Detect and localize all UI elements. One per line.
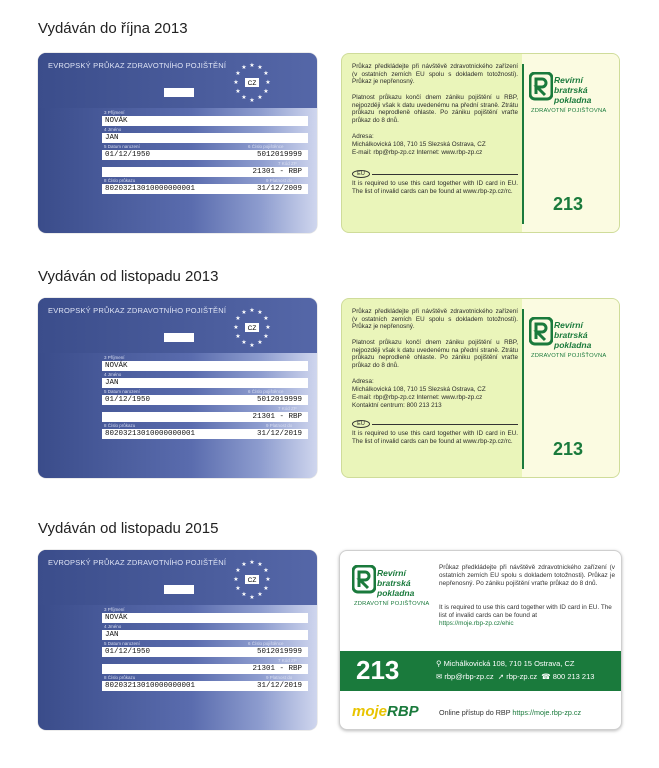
rbp-logo [529, 317, 619, 377]
svg-text:★: ★ [233, 79, 239, 86]
online-link[interactable]: https://moje.rbp-zp.cz [512, 708, 582, 717]
rbp-back-card-3 [339, 550, 622, 730]
label-code: 7 Kód ZP [278, 406, 297, 411]
divider-line [372, 424, 518, 425]
logo-subtitle: ZDRAVOTNÍ POJIŠŤOVNA [531, 108, 607, 114]
svg-text:★: ★ [235, 70, 241, 77]
logo-line-3: pokladna [377, 588, 415, 598]
label-insured-no: 6 Číslo pojištěnce [248, 641, 284, 646]
insured-no-value: 5012019999 [256, 151, 302, 159]
svg-text:★: ★ [233, 576, 239, 583]
rbp-logo-icon [529, 317, 553, 347]
back-text-1: Průkaz předkládejte při návštěvě zdravotnického zařízení (v ostatních zemích EU spolu s dokladem totožnosti). Průkaz je nepřenosný. [352, 308, 518, 331]
label-valid: 9 Platnost do [266, 178, 293, 183]
label-card-no: 8 Číslo průkazu [104, 423, 136, 428]
label-insured-no: 6 Číslo pojištěnce [248, 144, 284, 149]
label-code: 7 Kód ZP [278, 658, 297, 663]
card-no-field [102, 429, 308, 439]
eu-oval: EU [352, 170, 370, 178]
ehic-link[interactable]: https://moje.rbp-zp.cz/ehic [439, 620, 514, 627]
phone-icon: ☎ [539, 672, 551, 681]
svg-text:★: ★ [241, 561, 247, 568]
cursor-icon: ➚ [495, 672, 505, 681]
code-field [102, 167, 308, 177]
eu-oval: EU [352, 420, 370, 428]
dob-field [102, 150, 308, 160]
label-name: 4 Jméno [104, 624, 122, 629]
svg-text:★: ★ [249, 594, 255, 601]
svg-text:★: ★ [235, 333, 241, 340]
surname-field: NOVÁK [102, 116, 308, 126]
web-text[interactable]: rbp-zp.cz [506, 672, 538, 681]
back-text-2: Platnost průkazu končí dnem zániku pojištění u RBP, nejpozději však k datu uvedenému na přední straně. Ztrátu průkazu neprodleně ohlaste. Po zániku pojištění vraťte průkaz do 8 dnů. [352, 94, 518, 124]
email-text[interactable]: rbp@rbp-zp.cz [444, 672, 494, 681]
svg-text:★: ★ [257, 561, 263, 568]
email-web-text: E-mail: rbp@rbp-zp.cz Internet: www.rbp-zp.cz [352, 149, 483, 156]
back-text-1: Průkaz předkládejte při návštěvě zdravotnického zařízení (v ostatních zemích EU spolu s dokladem totožnosti). Průkaz je nepřenosný. [352, 63, 518, 86]
code-value: 21301 - RBP [252, 413, 302, 421]
svg-text:★: ★ [263, 315, 269, 322]
label-valid: 9 Platnost do [266, 423, 293, 428]
dob-value: 01/12/1950 [105, 151, 151, 159]
label-card-no: 8 Číslo průkazu [104, 675, 136, 680]
adresa-label: Adresa: [352, 378, 374, 385]
card-no-field [102, 681, 308, 691]
label-surname: 3 Příjmení [104, 355, 125, 360]
white-box [164, 333, 194, 342]
cz-text: Průkaz předkládejte při návštěvě zdravotnického zařízení (v ostatních zemích EU spolu s dokladem totožnosti). Průkaz je nepřenosný. Po zániku pojištění vraťte průkaz do 8 dnů. [439, 564, 615, 587]
label-code: 7 Kód ZP [278, 161, 297, 166]
logo-subtitle: ZDRAVOTNÍ POJIŠŤOVNA [354, 601, 430, 607]
online-row [439, 709, 581, 717]
svg-text:★: ★ [241, 64, 247, 71]
logo-line-3: pokladna [554, 340, 592, 350]
back-text-2: Platnost průkazu končí dnem zániku pojištění u RBP, nejpozději však k datu uvedenému na přední straně. Ztrátu průkazu neprodleně ohlaste. Po zániku pojištění vraťte průkaz do 8 dnů. [352, 339, 518, 369]
logo-text [377, 568, 414, 598]
en-text: It is required to use this card together with ID card in EU. The list of invalid cards can be found at www.rbp-zp.cz/rc. [352, 180, 518, 195]
logo-line-3: pokladna [554, 95, 592, 105]
card-no-value: 80203213010000000001 [105, 430, 196, 438]
logo-subtitle: ZDRAVOTNÍ POJIŠŤOVNA [531, 353, 607, 359]
country-code: CZ [247, 577, 257, 584]
code-value: 21301 - RBP [252, 168, 302, 176]
label-valid: 9 Platnost do [266, 675, 293, 680]
logo-line-1: Revírní [554, 75, 583, 85]
label-dob: 5 Datum narození [104, 389, 140, 394]
green-band [340, 651, 622, 691]
ehic-front-card-2 [38, 298, 317, 478]
svg-text:★: ★ [235, 315, 241, 322]
label-insured-no: 6 Číslo pojištěnce [248, 389, 284, 394]
code-field [102, 664, 308, 674]
section-title-1: Vydáván do října 2013 [38, 20, 188, 37]
label-card-no: 8 Číslo průkazu [104, 178, 136, 183]
insurer-number: 213 [553, 439, 584, 459]
code-value: 21301 - RBP [252, 665, 302, 673]
label-surname: 3 Příjmení [104, 110, 125, 115]
card-header-text: EVROPSKÝ PRŮKAZ ZDRAVOTNÍHO POJIŠTĚNÍ [48, 61, 227, 70]
logo-line-2: bratrská [377, 578, 411, 588]
svg-text:★: ★ [249, 559, 255, 566]
svg-text:★: ★ [257, 64, 263, 71]
svg-text:★: ★ [235, 88, 241, 95]
rbp-logo [352, 565, 442, 625]
insured-no-value: 5012019999 [256, 396, 302, 404]
divider-line [372, 174, 518, 175]
svg-text:★: ★ [257, 309, 263, 316]
svg-text:★: ★ [257, 339, 263, 346]
name-field: JAN [102, 133, 308, 143]
label-name: 4 Jméno [104, 372, 122, 377]
rbp-logo-icon [529, 72, 553, 102]
logo-text [554, 320, 591, 350]
dob-field [102, 395, 308, 405]
section-title-3: Vydáván od listopadu 2015 [38, 520, 219, 537]
logo-text [554, 75, 591, 105]
location-icon: ⚲ [436, 659, 442, 668]
valid-value: 31/12/2019 [256, 430, 302, 438]
section-title-2: Vydáván od listopadu 2013 [38, 268, 219, 285]
svg-text:★: ★ [265, 79, 271, 86]
svg-text:★: ★ [249, 307, 255, 314]
rbp-back-card-2 [341, 298, 620, 478]
white-box [164, 585, 194, 594]
moje-logo-part-b: RBP [387, 703, 419, 720]
svg-text:★: ★ [241, 94, 247, 101]
label-surname: 3 Příjmení [104, 607, 125, 612]
white-box [164, 88, 194, 97]
address-text: Michálkovická 108, 710 15 Ostrava, CZ [443, 659, 575, 668]
contact-text: Kontaktní centrum: 800 213 213 [352, 402, 442, 409]
surname-field: NOVÁK [102, 613, 308, 623]
rbp-back-card-1 [341, 53, 620, 233]
address-text: Michálkovická 108, 710 15 Slezská Ostrava, CZ [352, 141, 486, 148]
card-header-text: EVROPSKÝ PRŮKAZ ZDRAVOTNÍHO POJIŠTĚNÍ [48, 558, 227, 567]
contact-row [436, 672, 594, 681]
logo-line-1: Revírní [377, 568, 406, 578]
code-field [102, 412, 308, 422]
email-web-text: E-mail: rbp@rbp-zp.cz Internet: www.rbp-zp.cz [352, 394, 483, 401]
green-divider [522, 309, 524, 469]
surname-field: NOVÁK [102, 361, 308, 371]
card-header-text: EVROPSKÝ PRŮKAZ ZDRAVOTNÍHO POJIŠTĚNÍ [48, 306, 227, 315]
en-text: It is required to use this card together with ID card in EU. The list of invalid cards can be found at www.rbp-zp.cz/rc. [352, 430, 518, 445]
card-no-value: 80203213010000000001 [105, 682, 196, 690]
svg-text:★: ★ [265, 576, 271, 583]
svg-text:★: ★ [263, 567, 269, 574]
country-code: CZ [247, 80, 257, 87]
moje-rbp-logo [352, 703, 419, 720]
logo-line-1: Revírní [554, 320, 583, 330]
green-divider [522, 64, 524, 224]
logo-line-2: bratrská [554, 85, 588, 95]
ehic-front-card-3 [38, 550, 317, 730]
en-text: It is required to use this card together with ID card in EU. The list of invalid cards can be found at [439, 604, 612, 619]
address-text: Michálkovická 108, 710 15 Slezská Ostrava, CZ [352, 386, 486, 393]
svg-text:★: ★ [263, 70, 269, 77]
svg-text:★: ★ [241, 339, 247, 346]
moje-logo-part-a: moje [352, 703, 388, 720]
phone-text: 800 213 213 [552, 672, 595, 681]
eu-divider [352, 420, 518, 428]
insurer-number: 213 [553, 194, 584, 214]
online-label: Online přístup do RBP [439, 708, 511, 717]
eu-divider [352, 170, 518, 178]
logo-line-2: bratrská [554, 330, 588, 340]
svg-text:★: ★ [257, 94, 263, 101]
svg-text:★: ★ [249, 97, 255, 104]
svg-text:★: ★ [263, 88, 269, 95]
rbp-logo-icon [352, 565, 376, 595]
ehic-front-card-1 [38, 53, 317, 233]
valid-value: 31/12/2009 [256, 185, 302, 193]
insurer-number: 213 [356, 655, 400, 685]
dob-field [102, 647, 308, 657]
svg-text:★: ★ [263, 585, 269, 592]
card-no-field [102, 184, 308, 194]
svg-text:★: ★ [249, 62, 255, 69]
svg-text:★: ★ [265, 324, 271, 331]
rbp-logo [529, 72, 619, 132]
dob-value: 01/12/1950 [105, 648, 151, 656]
email-icon: ✉ [436, 672, 443, 681]
name-field: JAN [102, 378, 308, 388]
svg-text:★: ★ [249, 342, 255, 349]
svg-text:★: ★ [257, 591, 263, 598]
adresa-label: Adresa: [352, 133, 374, 140]
svg-text:★: ★ [241, 309, 247, 316]
label-dob: 5 Datum narození [104, 144, 140, 149]
name-field: JAN [102, 630, 308, 640]
svg-text:★: ★ [233, 324, 239, 331]
svg-text:★: ★ [235, 567, 241, 574]
label-name: 4 Jméno [104, 127, 122, 132]
country-code: CZ [247, 325, 257, 332]
insured-no-value: 5012019999 [256, 648, 302, 656]
card-no-value: 80203213010000000001 [105, 185, 196, 193]
svg-text:★: ★ [235, 585, 241, 592]
svg-text:★: ★ [241, 591, 247, 598]
label-dob: 5 Datum narození [104, 641, 140, 646]
address-row [436, 659, 575, 668]
dob-value: 01/12/1950 [105, 396, 151, 404]
valid-value: 31/12/2019 [256, 682, 302, 690]
svg-text:★: ★ [263, 333, 269, 340]
